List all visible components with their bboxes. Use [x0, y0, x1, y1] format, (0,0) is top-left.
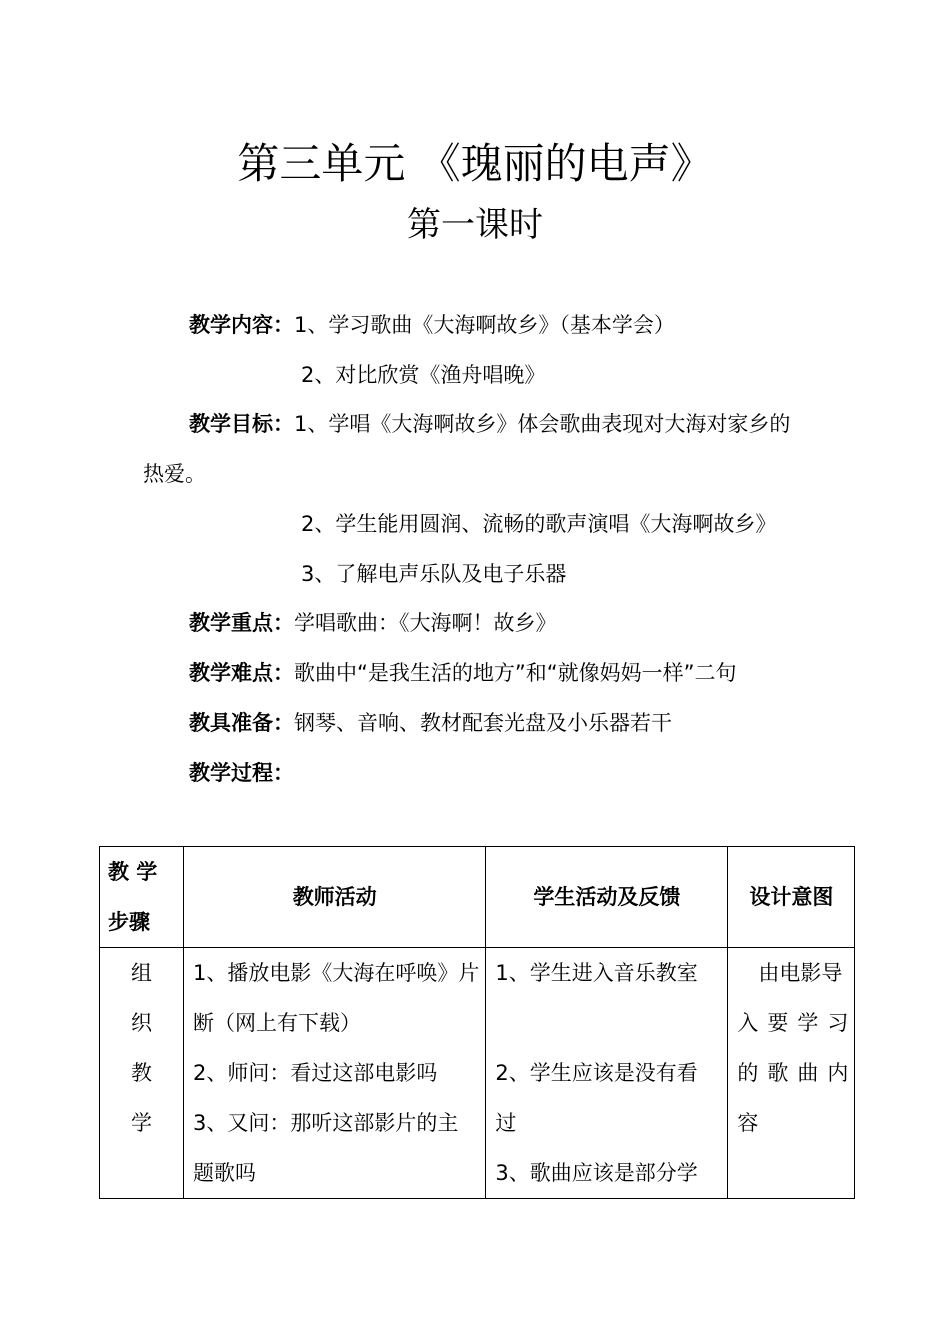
teacher-line: 2、师问：看过这部电影吗	[193, 1061, 438, 1085]
student-line: 2、学生应该是没有看	[495, 1061, 698, 1085]
header-teacher: 教师活动	[184, 847, 486, 948]
header-step	[100, 847, 184, 948]
difficulty-text: 歌曲中“是我生活的地方”和“就像妈妈一样”二句	[294, 661, 737, 685]
header-step-line-2: 步骤	[108, 910, 150, 934]
step-char: 教	[131, 1061, 152, 1085]
student-cell	[486, 948, 728, 1199]
teacher-line: 1、播放电影《大海在呼唤》片	[193, 961, 480, 985]
step-char: 组	[131, 961, 152, 985]
header-intent: 设计意图	[728, 847, 855, 948]
intent-line: 的歌曲内	[737, 1061, 849, 1085]
step-char: 学	[131, 1111, 152, 1135]
content-label: 教学内容：	[189, 313, 294, 337]
goals-item-2: 2、学生能用圆润、流畅的歌声演唱《大海啊故乡》	[301, 512, 777, 536]
difficulty-label: 教学难点：	[189, 661, 294, 685]
key-point-text: 学唱歌曲：《大海啊！故乡》	[294, 611, 557, 635]
teacher-line: 题歌吗	[193, 1161, 256, 1185]
goals-line-1	[189, 409, 790, 439]
goals-label: 教学目标：	[189, 412, 294, 436]
goals-item-3: 3、了解电声乐队及电子乐器	[301, 562, 567, 586]
student-line: 1、学生进入音乐教室	[495, 961, 698, 985]
teacher-line: 3、又问：那听这部影片的主	[193, 1111, 459, 1135]
goals-item-1-cont: 热爱。	[143, 462, 206, 486]
header-step-line-1: 教 学	[108, 860, 158, 884]
content-line-1	[189, 310, 675, 340]
table-row	[100, 948, 855, 1199]
intent-line: 容	[737, 1111, 759, 1135]
intent-line: 入要学习	[737, 1011, 849, 1035]
step-char: 织	[131, 1011, 152, 1035]
process-table	[99, 846, 855, 1199]
key-point-line	[189, 608, 557, 638]
page-title: 第三单元 《瑰丽的电声》	[237, 139, 713, 188]
table-header-row	[100, 847, 855, 948]
intent-line: 由电影导	[758, 961, 843, 985]
process-label: 教学过程：	[189, 761, 294, 785]
header-student: 学生活动及反馈	[486, 847, 728, 948]
key-point-label: 教学重点：	[189, 611, 294, 635]
content-item-1: 1、学习歌曲《大海啊故乡》（基本学会）	[294, 313, 675, 337]
materials-label: 教具准备：	[189, 711, 294, 735]
teacher-line: 断（网上有下载）	[193, 1011, 361, 1035]
process-line	[189, 758, 294, 788]
difficulty-line	[189, 658, 737, 688]
student-line: 过	[495, 1111, 517, 1135]
intent-cell	[728, 948, 855, 1199]
teacher-cell	[184, 948, 486, 1199]
materials-text: 钢琴、音响、教材配套光盘及小乐器若干	[294, 711, 672, 735]
goals-item-1: 1、学唱《大海啊故乡》体会歌曲表现对大海对家乡的	[294, 412, 791, 436]
step-cell	[100, 948, 184, 1199]
student-line: 3、歌曲应该是部分学	[495, 1161, 698, 1185]
materials-line	[189, 708, 672, 738]
student-line	[495, 998, 721, 1048]
page-subtitle: 第一课时	[407, 205, 543, 245]
content-item-2: 2、对比欣赏《渔舟唱晚》	[301, 363, 546, 387]
